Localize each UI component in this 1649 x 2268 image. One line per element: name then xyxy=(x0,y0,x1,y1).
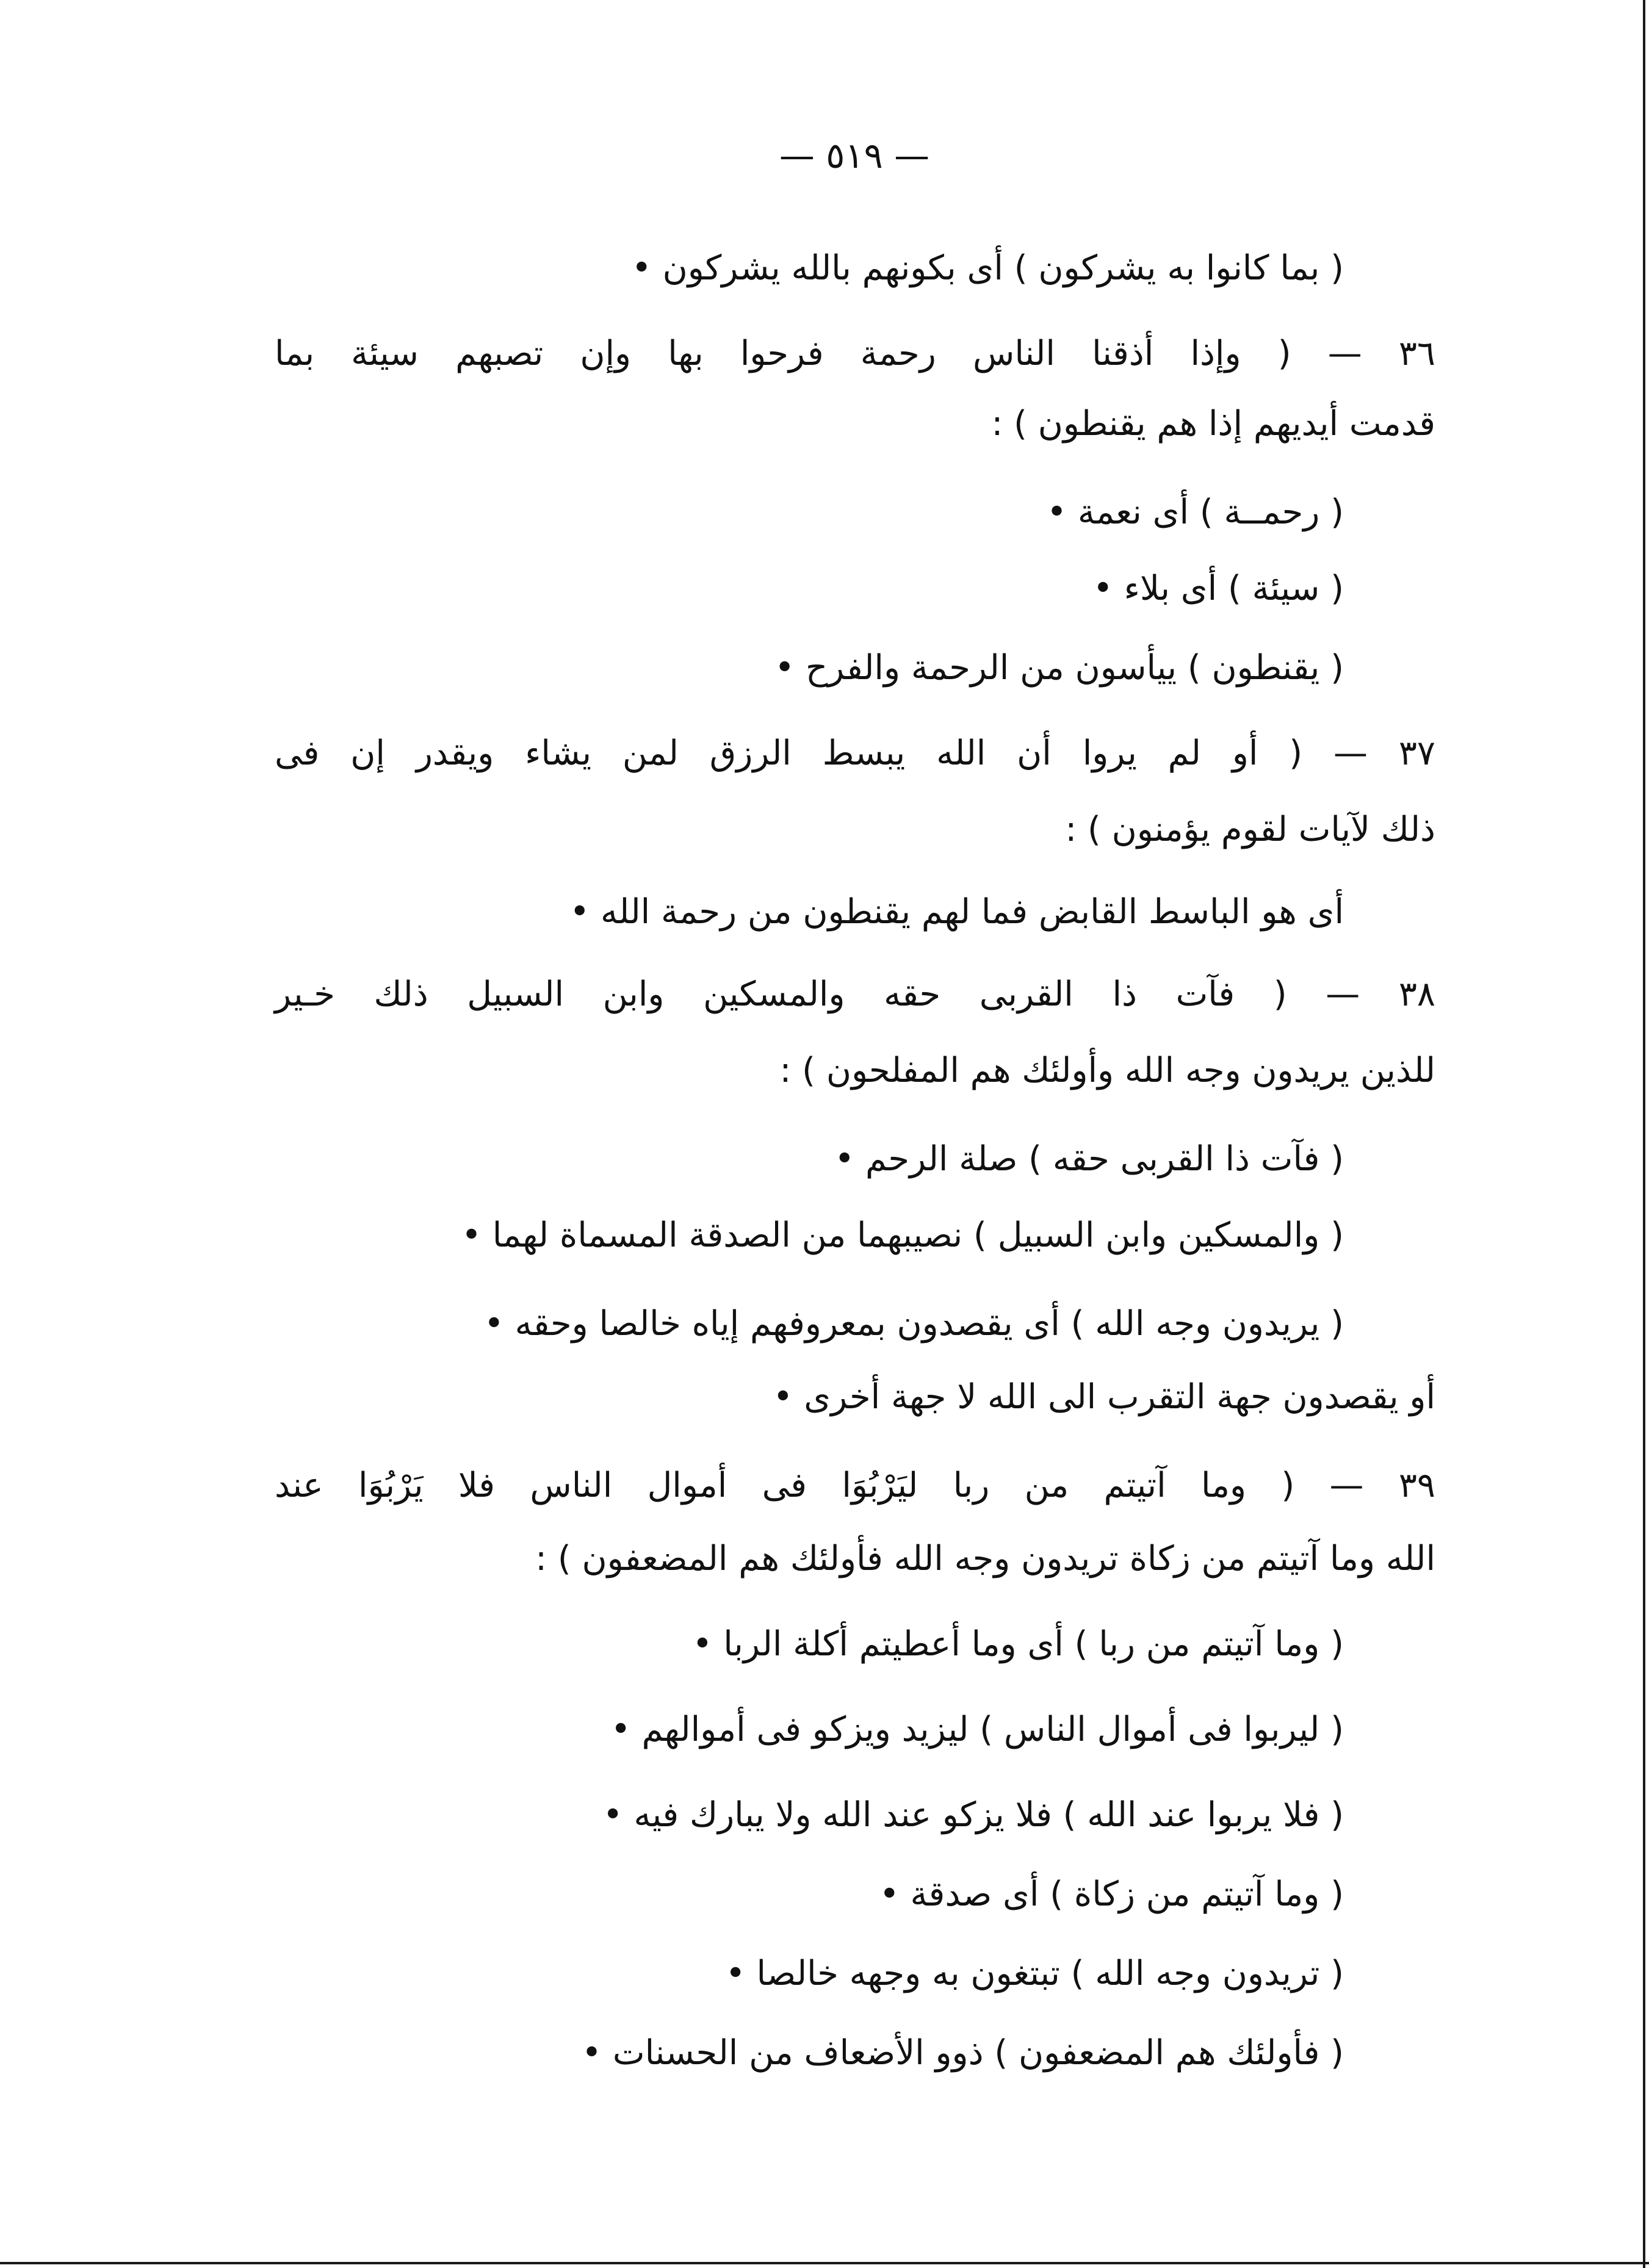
gloss-line: ( والمسكين وابن السبيل ) نصيبهما من الصدقة المسماة لهما • xyxy=(461,1215,1344,1255)
verse-line: ٣٧ — ( أو لم يروا أن الله يبسط الرزق لمن يشاء ويقدر إن فى xyxy=(275,733,1435,773)
page-edge-bottom xyxy=(0,2262,1649,2264)
verse-line-continued: ذلك لآيات لقوم يؤمنون ) : xyxy=(1065,810,1435,849)
page-number: — ٥١٩ — xyxy=(779,135,930,176)
verse-line: ٣٨ — ( فآت ذا القربى حقه والمسكين وابن السبيل ذلك خـير xyxy=(275,974,1435,1014)
gloss-line: ( يقنطون ) ييأسون من الرحمة والفرح • xyxy=(774,648,1344,688)
verse-line-continued: الله وما آتيتم من زكاة تريدون وجه الله فأولئك هم المضعفون ) : xyxy=(535,1539,1435,1579)
gloss-line: ( بما كانوا به يشركون ) أى بكونهم بالله يشركون • xyxy=(631,248,1344,288)
gloss-line: ( رحمــة ) أى نعمة • xyxy=(1047,492,1344,532)
gloss-line: ( وما آتيتم من زكاة ) أى صدقة • xyxy=(879,1874,1344,1914)
gloss-line: ( وما آتيتم من ربا ) أى وما أعطيتم أكلة الربا • xyxy=(692,1624,1344,1664)
gloss-line: ( فأولئك هم المضعفون ) ذوو الأضعاف من الحسنات • xyxy=(582,2033,1344,2073)
gloss-line: ( سيئة ) أى بلاء • xyxy=(1092,569,1344,608)
verse-line: ٣٦ — ( وإذا أذقنا الناس رحمة فرحوا بها وإن تصبهم سيئة بما xyxy=(275,334,1435,373)
gloss-line: ( تريدون وجه الله ) تبتغون به وجهه خالصا • xyxy=(725,1954,1344,1993)
gloss-line: ( ليربوا فى أموال الناس ) ليزيد ويزكو فى أموالهم • xyxy=(610,1710,1344,1749)
page-edge-right xyxy=(1643,0,1645,2268)
verse-line-continued: قدمت أيديهم إذا هم يقنطون ) : xyxy=(991,404,1435,444)
gloss-line: ( يريدون وجه الله ) أى يقصدون بمعروفهم إياه خالصا وحقه • xyxy=(483,1304,1344,1344)
gloss-line: أى هو الباسط القابض فما لهم يقنطون من رحمة الله • xyxy=(569,892,1344,932)
gloss-line: ( فلا يربوا عند الله ) فلا يزكو عند الله ولا يبارك فيه • xyxy=(602,1795,1344,1835)
gloss-line: ( فآت ذا القربى حقه ) صلة الرحم • xyxy=(834,1139,1344,1179)
verse-line-continued: للذين يريدون وجه الله وأولئك هم المفلحون ) : xyxy=(779,1051,1435,1090)
verse-line: ٣٩ — ( وما آتيتم من ربا ليَرْبُوَا فى أموال الناس فلا يَرْبُوَا عند xyxy=(275,1466,1435,1505)
gloss-line-continued: أو يقصدون جهة التقرب الى الله لا جهة أخرى • xyxy=(773,1377,1435,1417)
